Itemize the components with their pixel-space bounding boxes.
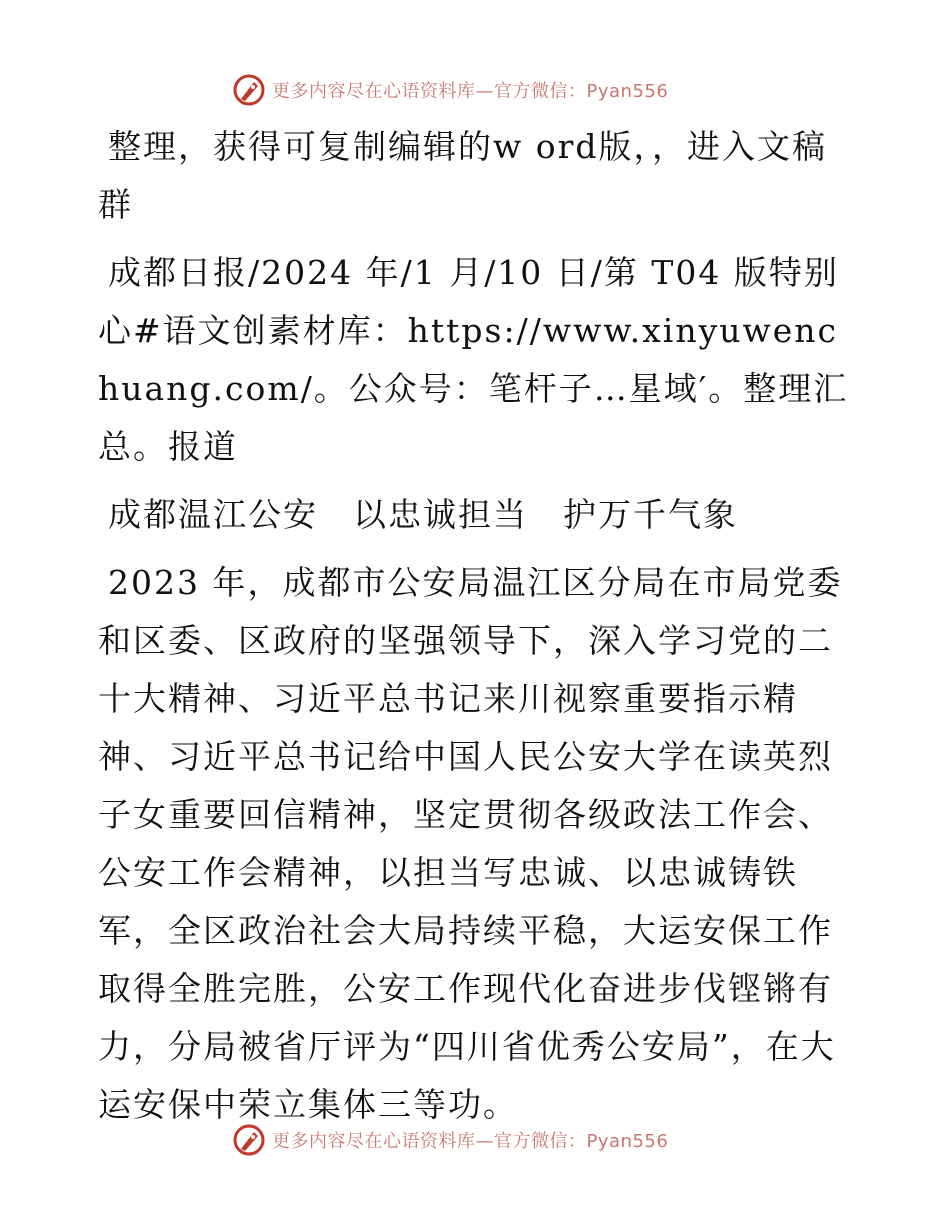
intro-paragraph: 整理，获得可复制编辑的w ord版，，进入文稿群: [98, 127, 828, 224]
article-title: 成都温江公安 以忠诚担当 护万千气象: [108, 495, 738, 534]
header-watermark: [232, 72, 668, 108]
pen-nib-logo-icon: [232, 73, 266, 107]
article-body-paragraph: 2023 年，成都市公安局温江区分局在市局党委和区委、区政府的坚强领导下，深入学习党的二十大精神、习近平总书记来川视察重要指示精神、习近平总书记给中国人民公安大学在读英烈子女重要回信精神，坚定贯彻各级政法工作会、公安工作会精神，以担当写忠诚、以忠诚铸铁军，全区政治社会大局持续平稳，大运安保工作取得全胜完胜，公安工作现代化奋进步伐铿锵有力，分局被省厅评为“四川省优秀公安局”，在大运安保中荣立集体三等功。: [98, 563, 843, 1124]
document-body: [98, 118, 850, 1144]
footer-watermark: [232, 1122, 668, 1158]
watermark-text: 更多内容尽在心语资料库—官方微信：Pyan556: [272, 81, 669, 102]
watermark-text: 更多内容尽在心语资料库—官方微信：Pyan556: [272, 1131, 669, 1152]
pen-nib-logo-icon: [232, 1123, 266, 1157]
source-paragraph: 成都日报/2024 年/1 月/10 日/第 T04 版特别心#语文创素材库：https://www.xinyuwenchuang.com/。公众号：笔杆子…星域′。整理汇总。报道: [98, 253, 849, 466]
